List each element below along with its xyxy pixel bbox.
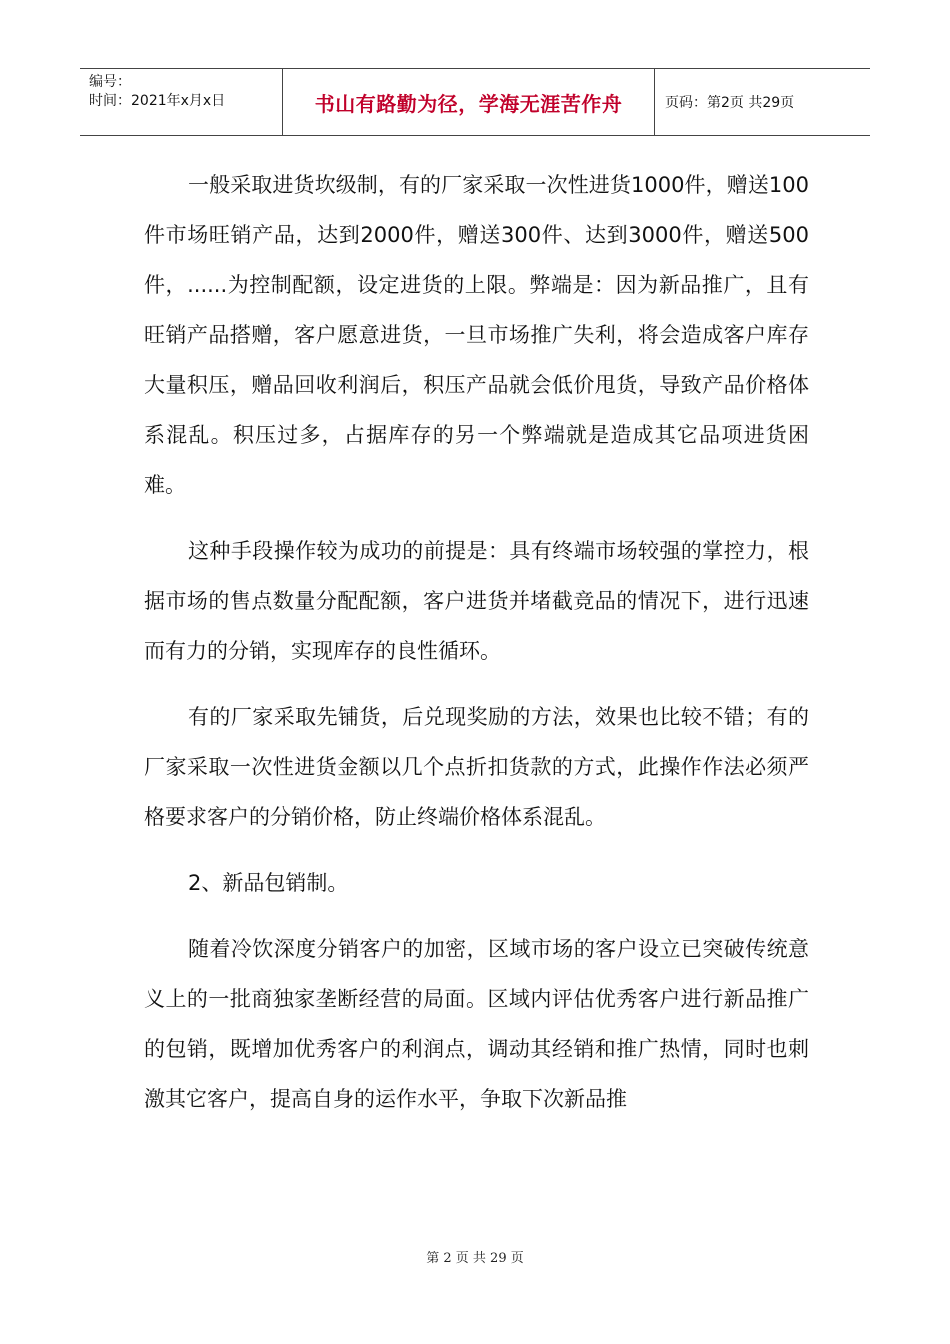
document-header	[80, 68, 870, 136]
date-label: 时间：2021年x月x日	[89, 93, 226, 109]
header-motto-cell	[283, 69, 655, 135]
paragraph: 随着冷饮深度分销客户的加密，区域市场的客户设立已突破传统意义上的一批商独家垄断经营的局面。区域内评估优秀客户进行新品推广的包销，既增加优秀客户的利润点，调动其经销和推广热情，同时也刺激其它客户，提高自身的运作水平，争取下次新品推	[144, 937, 809, 1111]
document-body	[144, 160, 809, 1140]
paragraph: 这种手段操作较为成功的前提是：具有终端市场较强的掌控力，根据市场的售点数量分配配额，客户进货并堵截竞品的情况下，进行迅速而有力的分销，实现库存的良性循环。	[144, 539, 809, 663]
serial-label: 编号：	[89, 74, 131, 90]
paragraph: 一般采取进货坎级制，有的厂家采取一次性进货1000件，赠送100件市场旺销产品，达到2000件，赠送300件、达到3000件，赠送500件，......为控制配额，设定进货的上限。弊端是：因为新品推广，且有旺销产品搭赠，客户愿意进货，一旦市场推广失利，将会造成客户库存大量积压，赠品回收利润后，积压产品就会低价甩货，导致产品价格体系混乱。积压过多，占据库存的另一个弊端就是造成其它品项进货困难。	[144, 173, 809, 497]
header-meta	[80, 69, 283, 135]
paragraph: 有的厂家采取先铺货，后兑现奖励的方法，效果也比较不错；有的厂家采取一次性进货金额以几个点折扣货款的方式，此操作作法必须严格要求客户的分销价格，防止终端价格体系混乱。	[144, 705, 809, 829]
section-heading: 2、新品包销制。	[188, 871, 349, 895]
page-footer: 第 2 页 共 29 页	[426, 1251, 524, 1266]
header-page-cell	[655, 69, 870, 135]
motto-text: 书山有路勤为径，学海无涯苦作舟	[314, 91, 623, 116]
page-label: 页码：第2页 共29页	[665, 95, 795, 111]
